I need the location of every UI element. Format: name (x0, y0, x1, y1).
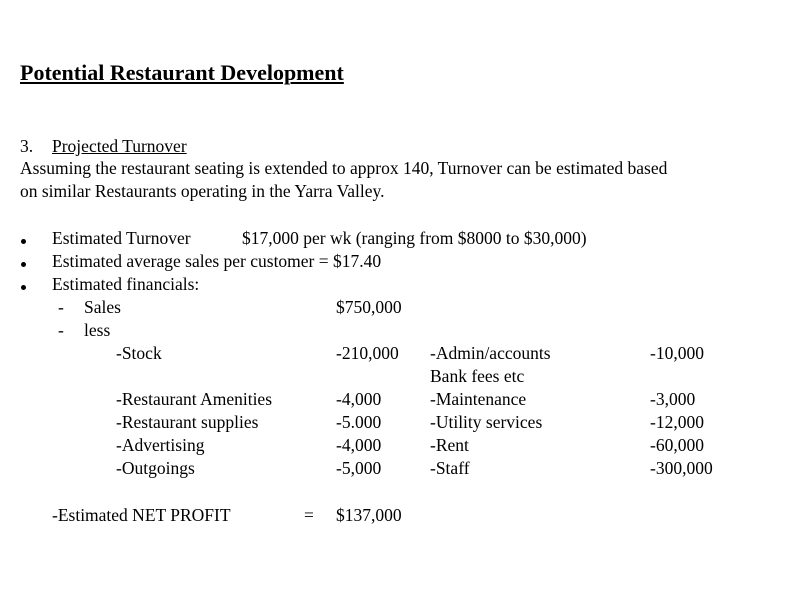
expense-label: -Restaurant supplies (116, 412, 259, 432)
expense-label: -Rent (430, 435, 469, 455)
expense-label: -Maintenance (430, 389, 527, 409)
net-profit-value: $137,000 (336, 505, 402, 525)
expense-label-sub: Bank fees etc (430, 366, 525, 386)
sales-value: $750,000 (336, 297, 402, 317)
intro-line-2: on similar Restaurants operating in the Yarra Valley. (20, 181, 385, 201)
section-heading: Projected Turnover (52, 136, 187, 156)
expense-label: -Staff (430, 458, 470, 478)
expense-value: -4,000 (336, 435, 382, 455)
bullet-dot (21, 262, 26, 267)
expense-label: -Restaurant Amenities (116, 389, 273, 409)
expense-value: -12,000 (650, 412, 704, 432)
expense-value: -300,000 (650, 458, 713, 478)
less-dash: - (58, 320, 64, 340)
bullet-estimated-financials: Estimated financials: (52, 274, 200, 294)
sales-dash: - (58, 297, 64, 317)
bullet-estimated-turnover-label: Estimated Turnover (52, 228, 191, 248)
expense-value: -3,000 (650, 389, 696, 409)
expense-value: -5.000 (336, 412, 382, 432)
expense-label: -Outgoings (116, 458, 195, 478)
sales-label: Sales (84, 297, 121, 317)
expense-label: -Admin/accounts (430, 343, 551, 363)
less-label: less (84, 320, 111, 340)
bullet-dot (21, 285, 26, 290)
net-profit-equals: = (304, 505, 314, 525)
expense-value: -5,000 (336, 458, 382, 478)
expense-label: -Utility services (430, 412, 543, 432)
expense-value: -10,000 (650, 343, 704, 363)
net-profit-label: -Estimated NET PROFIT (52, 505, 231, 525)
bullet-estimated-turnover-value: $17,000 per wk (ranging from $8000 to $30,000) (242, 228, 587, 248)
expense-value: -210,000 (336, 343, 399, 363)
expense-label: -Advertising (116, 435, 205, 455)
bullet-avg-sales: Estimated average sales per customer = $17.40 (52, 251, 382, 271)
intro-line-1: Assuming the restaurant seating is extended to approx 140, Turnover can be estimated based (20, 158, 668, 178)
section-number: 3. (20, 136, 34, 156)
expense-value: -60,000 (650, 435, 704, 455)
bullet-dot (21, 239, 26, 244)
expense-label: -Stock (116, 343, 162, 363)
expense-value: -4,000 (336, 389, 382, 409)
page-title: Potential Restaurant Development (20, 60, 344, 85)
